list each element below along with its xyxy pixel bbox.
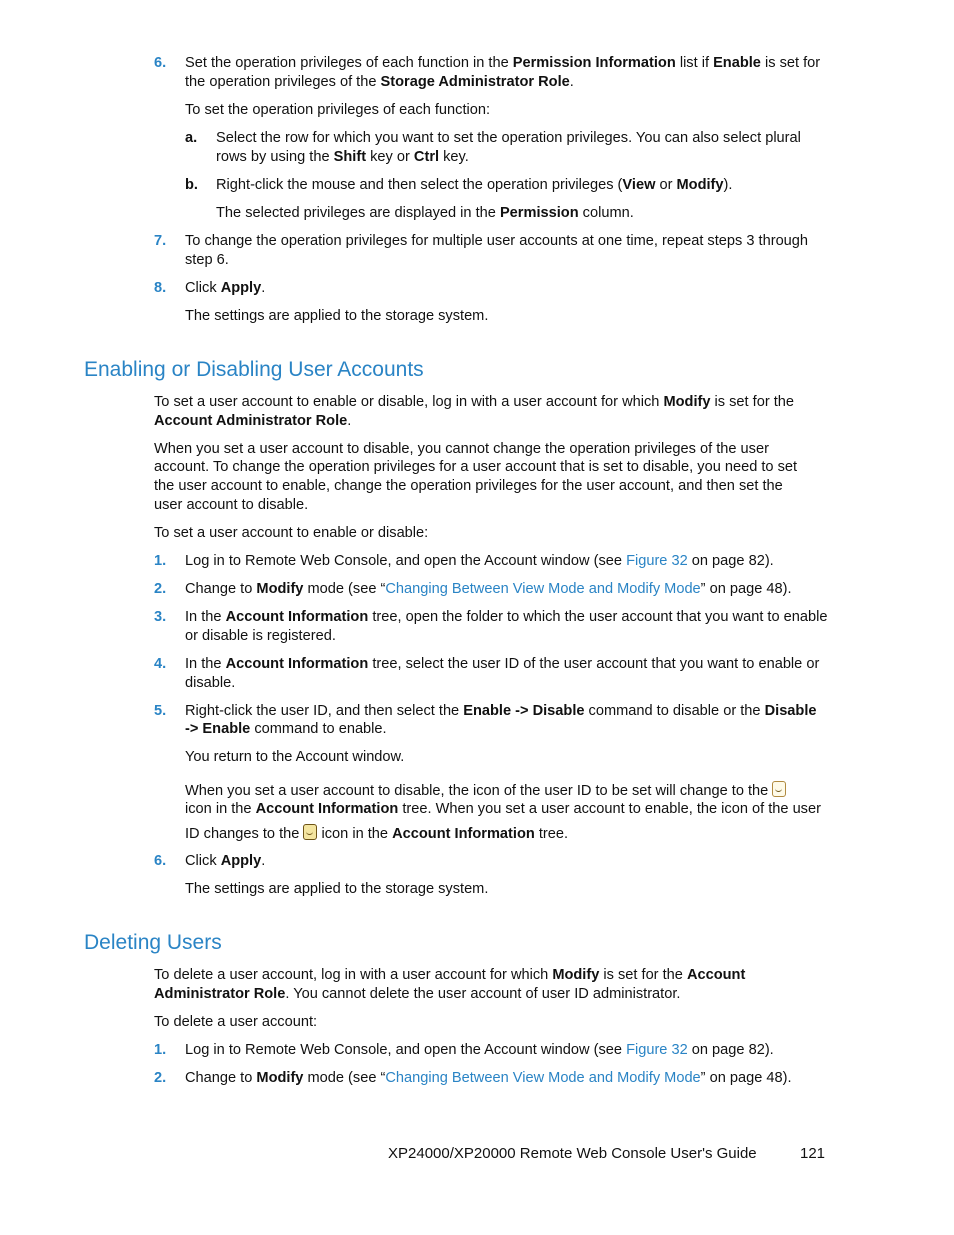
enable-step-3-line-2: or disable is registered. [185,628,336,644]
footer-page-number: 121 [800,1145,826,1162]
enable-step-6-result: The settings are applied to the storage system. [185,881,489,897]
enable-step-4-line-1: In the Account Information tree, select the user ID of the user account that you want to enable or [185,656,820,672]
enable-para-line-3: the user account to enable, change the operation privileges for the user account, and then set the [154,478,783,494]
enable-intro-line-2: Account Administrator Role. [154,413,352,429]
step-6-line-1: Set the operation privileges of each function in the Permission Information list if Enable is set for [185,55,821,71]
enable-step-5-line-1: Right-click the user ID, and then select the Enable -> Disable command to disable or the Disable [185,703,817,719]
disabled-user-icon [772,781,786,797]
enable-procedure-intro: To set a user account to enable or disable: [154,525,429,541]
enable-step-1-number: 1. [154,553,167,569]
enable-step-3-number: 3. [154,609,167,625]
substep-a-line-1: Select the row for which you want to set the operation privileges. You can also select plural [216,130,801,146]
delete-procedure-intro: To delete a user account: [154,1014,318,1030]
enable-step-2: Change to Modify mode (see “Changing Between View Mode and Modify Mode” on page 48). [185,581,792,597]
enable-step-5-note-line-1: When you set a user account to disable, the icon of the user ID to be set will change to the [185,781,786,801]
delete-step-2: Change to Modify mode (see “Changing Between View Mode and Modify Mode” on page 48). [185,1070,792,1086]
substep-a-line-2: rows by using the Shift key or Ctrl key. [216,149,469,165]
step-8-number: 8. [154,280,167,296]
delete-intro-line-1: To delete a user account, log in with a user account for which Modify is set for the Account [154,967,746,983]
substep-a-label: a. [185,130,198,146]
step-8-line: Click Apply. [185,280,266,296]
enable-step-4-line-2: disable. [185,675,236,691]
enable-step-1: Log in to Remote Web Console, and open the Account window (see Figure 32 on page 82). [185,553,774,569]
figure-32-link[interactable]: Figure 32 [626,1042,688,1058]
enable-step-5-note-line-2: icon in the Account Information tree. When you set a user account to enable, the icon of the user [185,801,821,817]
enable-step-5-number: 5. [154,703,167,719]
delete-step-1: Log in to Remote Web Console, and open the Account window (see Figure 32 on page 82). [185,1042,774,1058]
step-7-number: 7. [154,233,167,249]
changing-modes-link[interactable]: Changing Between View Mode and Modify Mode [385,1070,701,1086]
step-6-line-2: the operation privileges of the Storage Administrator Role. [185,74,574,90]
enable-para-line-1: When you set a user account to disable, you cannot change the operation privileges of the user [154,441,769,457]
enable-step-6-number: 6. [154,853,167,869]
step-6-intro: To set the operation privileges of each function: [185,102,491,118]
enable-step-3-line-1: In the Account Information tree, open the folder to which the user account that you want to enable [185,609,828,625]
enable-step-5-result: You return to the Account window. [185,749,405,765]
section-heading-deleting-users: Deleting Users [84,931,222,954]
step-7-line-1: To change the operation privileges for multiple user accounts at one time, repeat steps 3 through [185,233,809,249]
step-7-line-2: step 6. [185,252,229,268]
delete-intro-line-2: Administrator Role. You cannot delete the user account of user ID administrator. [154,986,681,1002]
substep-b-result: The selected privileges are displayed in the Permission column. [216,205,634,221]
enabled-user-icon [303,824,317,840]
changing-modes-link[interactable]: Changing Between View Mode and Modify Mode [385,581,701,597]
delete-step-2-number: 2. [154,1070,167,1086]
footer-guide-title: XP24000/XP20000 Remote Web Console User's Guide [388,1145,757,1162]
step-6-number: 6. [154,55,167,71]
enable-step-5-note-line-3: ID changes to the icon in the Account Information tree. [185,826,569,842]
enable-para-line-2: account. To change the operation privileges for a user account that is set to disable, you need to set [154,459,798,475]
enable-step-2-number: 2. [154,581,167,597]
enable-step-4-number: 4. [154,656,167,672]
figure-32-link[interactable]: Figure 32 [626,553,688,569]
substep-b-line-1: Right-click the mouse and then select the operation privileges (View or Modify). [216,177,733,193]
step-8-result: The settings are applied to the storage system. [185,308,489,324]
section-heading-enable-disable: Enabling or Disabling User Accounts [84,358,424,381]
enable-intro-line-1: To set a user account to enable or disable, log in with a user account for which Modify is set for the [154,394,795,410]
delete-step-1-number: 1. [154,1042,167,1058]
enable-para-line-4: user account to disable. [154,497,309,513]
enable-step-6: Click Apply. [185,853,266,869]
substep-b-label: b. [185,177,198,193]
enable-step-5-line-2: -> Enable command to enable. [185,721,387,737]
